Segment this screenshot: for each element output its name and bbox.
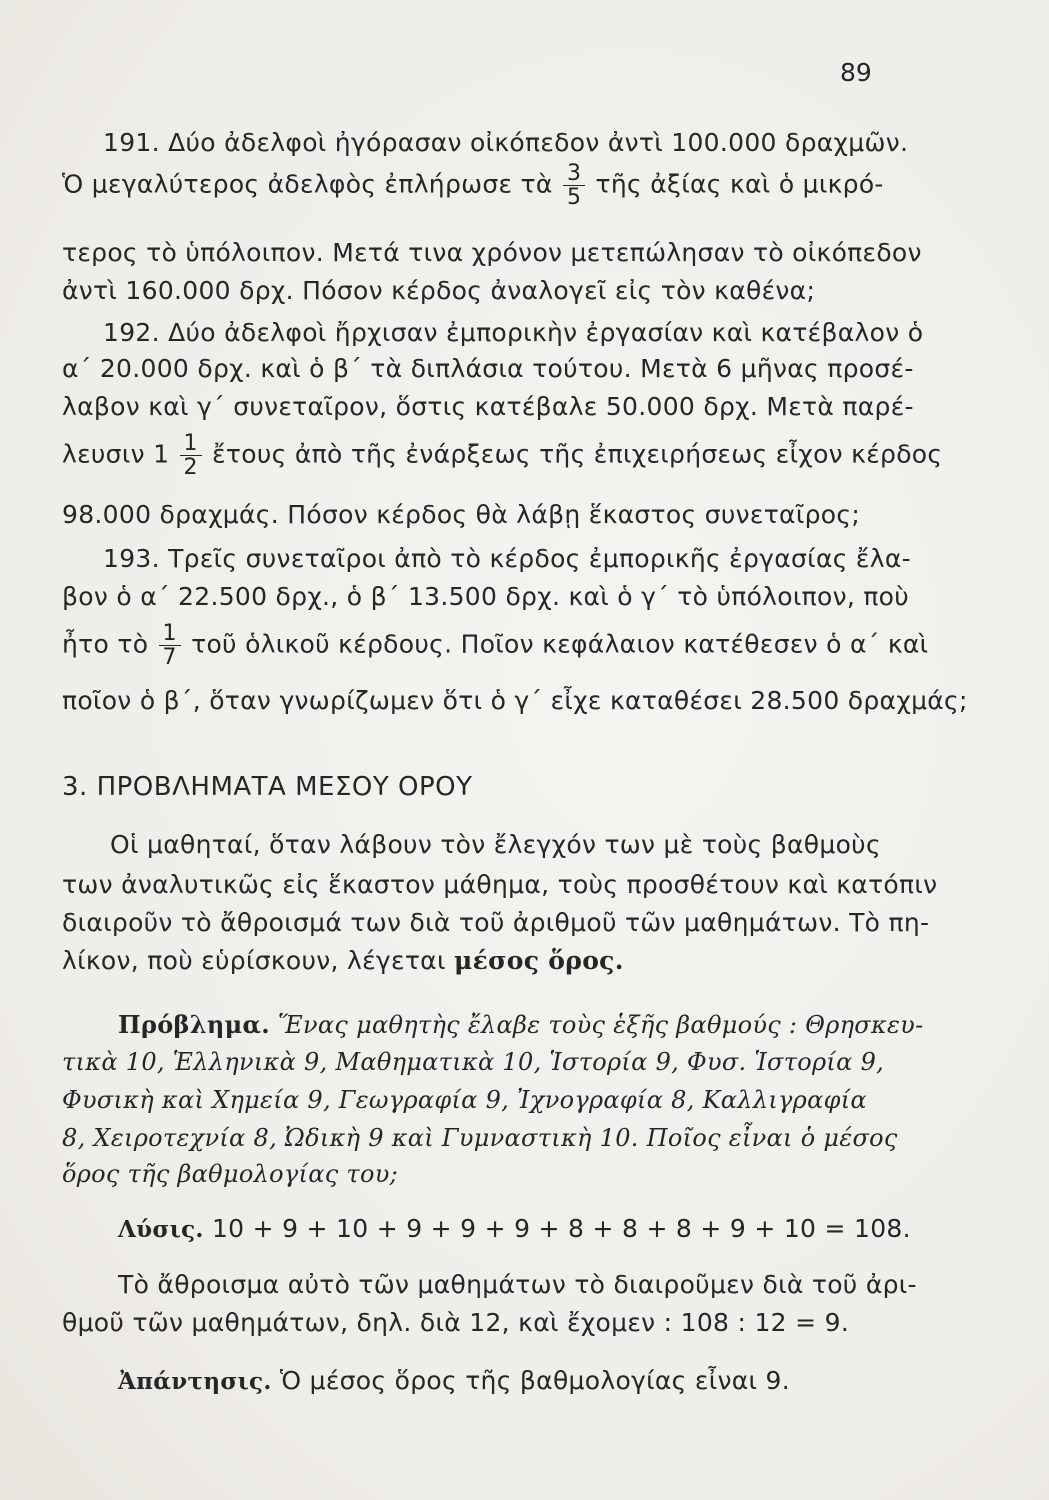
solution-label: Λύσις.: [118, 1216, 204, 1243]
problem-191-line-2b: τῆς ἀξίας καὶ ὁ μικρό-: [595, 169, 884, 199]
problem-193-line-4: ποῖον ὁ β΄, ὅταν γνωρίζωμεν ὅτι ὁ γ΄ εἶχε καταθέσει 28.500 δραχμάς;: [62, 686, 968, 715]
problem-line-5: ὅρος τῆς βαθμολογίας του;: [62, 1160, 398, 1188]
definition-line-4: [62, 946, 624, 975]
solution-text-line-2: θμοῦ τῶν μαθημάτων, δηλ. διὰ 12, καὶ ἔχομεν : 108 : 12 = 9.: [62, 1308, 850, 1337]
section-heading: 3. ΠΡΟΒΛΗΜΑΤΑ ΜΕΣΟΥ ΟΡΟΥ: [62, 772, 473, 802]
page-number: 89: [840, 58, 872, 87]
definition-line-2: των ἀναλυτικῶς εἰς ἕκαστον μάθημα, τοὺς προσθέτουν καὶ κατόπιν: [62, 870, 938, 899]
problem-193-line-2: βον ὁ α΄ 22.500 δρχ., ὁ β΄ 13.500 δρχ. καὶ ὁ γ΄ τὸ ὑπόλοιπον, ποὺ: [62, 582, 910, 611]
problem-line-1-text: Ἕνας μαθητὴς ἔλαβε τοὺς ἑξῆς βαθμούς : Θρησκευ-: [277, 1011, 924, 1039]
fraction-one-half: $\frac{1}{2}$: [180, 432, 202, 479]
problem-192-line-5: 98.000 δραχμάς. Πόσον κέρδος θὰ λάβῃ ἕκαστος συνεταῖρος;: [62, 500, 861, 529]
problem-191-line-2a: Ὁ μεγαλύτερος ἀδελφὸς ἐπλήρωσε τὰ: [62, 169, 553, 199]
problem-192-line-2: α΄ 20.000 δρχ. καὶ ὁ β΄ τὰ διπλάσια τούτου. Μετὰ 6 μῆνας προσέ-: [62, 354, 914, 383]
problem-line-4: 8, Χειροτεχνία 8, Ὠδικὴ 9 καὶ Γυμναστικὴ 10. Ποῖος εἶναι ὁ μέσος: [62, 1124, 898, 1152]
problem-label: Πρόβλημα.: [118, 1010, 270, 1039]
problem-191-line-3: τερος τὸ ὑπόλοιπον. Μετά τινα χρόνον μετεπώλησαν τὸ οἰκόπεδον: [62, 238, 922, 267]
problem-192-line-4: [62, 432, 942, 479]
definition-line-1: Οἱ μαθηταί, ὅταν λάβουν τὸν ἔλεγχόν των μὲ τοὺς βαθμοὺς: [110, 830, 881, 859]
solution-text-line-1: Τὸ ἄθροισμα αὐτὸ τῶν μαθημάτων τὸ διαιροῦμεν διὰ τοῦ ἀρι-: [118, 1270, 917, 1299]
problem-193-line-3b: τοῦ ὁλικοῦ κέρδους. Ποῖον κεφάλαιον κατέθεσεν ὁ α΄ καὶ: [191, 629, 929, 659]
problem-193-line-3: [62, 622, 928, 669]
problem-192-line-4a: λευσιν 1: [62, 439, 170, 469]
mean-term: μέσος ὅρος.: [453, 946, 624, 975]
problem-line-1: [118, 1010, 923, 1039]
problem-191-line-1: 191. Δύο ἀδελφοὶ ἠγόρασαν οἰκόπεδον ἀντὶ 100.000 δραχμῶν.: [103, 128, 909, 157]
problem-193-line-3a: ἦτο τὸ: [62, 629, 149, 659]
problem-191-line-4: ἀντὶ 160.000 δρχ. Πόσον κέρδος ἀναλογεῖ εἰς τὸν καθένα;: [62, 276, 816, 305]
definition-line-3: διαιροῦν τὸ ἄθροισμά των διὰ τοῦ ἀριθμοῦ τῶν μαθημάτων. Τὸ πη-: [62, 908, 930, 937]
problem-192-line-3: λαβον καὶ γ΄ συνεταῖρον, ὅστις κατέβαλε 50.000 δρχ. Μετὰ παρέ-: [62, 392, 914, 421]
answer-label: Ἀπάντησις.: [118, 1368, 272, 1395]
answer-line: [118, 1366, 790, 1395]
problem-192-line-1: 192. Δύο ἀδελφοὶ ἤρχισαν ἐμπορικὴν ἐργασίαν καὶ κατέβαλον ὁ: [103, 318, 924, 347]
fraction-one-seventh: $\frac{1}{7}$: [159, 622, 181, 669]
problem-193-line-1: 193. Τρεῖς συνεταῖροι ἀπὸ τὸ κέρδος ἐμπορικῆς ἐργασίας ἔλα-: [103, 544, 911, 573]
solution-equation: 10 + 9 + 10 + 9 + 9 + 9 + 8 + 8 + 8 + 9 + 10 = 108.: [211, 1214, 911, 1243]
solution-line: [118, 1214, 911, 1243]
problem-191-line-2: [62, 162, 884, 209]
problem-line-2: τικὰ 10, Ἑλληνικὰ 9, Μαθηματικὰ 10, Ἱστορία 9, Φυσ. Ἱστορία 9,: [62, 1048, 885, 1076]
fraction-three-fifths: $\frac{3}{5}$: [563, 162, 585, 209]
problem-192-line-4b: ἔτους ἀπὸ τῆς ἐνάρξεως τῆς ἐπιχειρήσεως εἶχον κέρδος: [212, 439, 943, 469]
problem-line-3: Φυσικὴ καὶ Χημεία 9, Γεωγραφία 9, Ἰχνογραφία 8, Καλλιγραφία: [62, 1086, 867, 1114]
definition-line-4a: λίκον, ποὺ εὑρίσκουν, λέγεται: [62, 946, 446, 975]
answer-text: Ὁ μέσος ὅρος τῆς βαθμολογίας εἶναι 9.: [279, 1366, 790, 1395]
